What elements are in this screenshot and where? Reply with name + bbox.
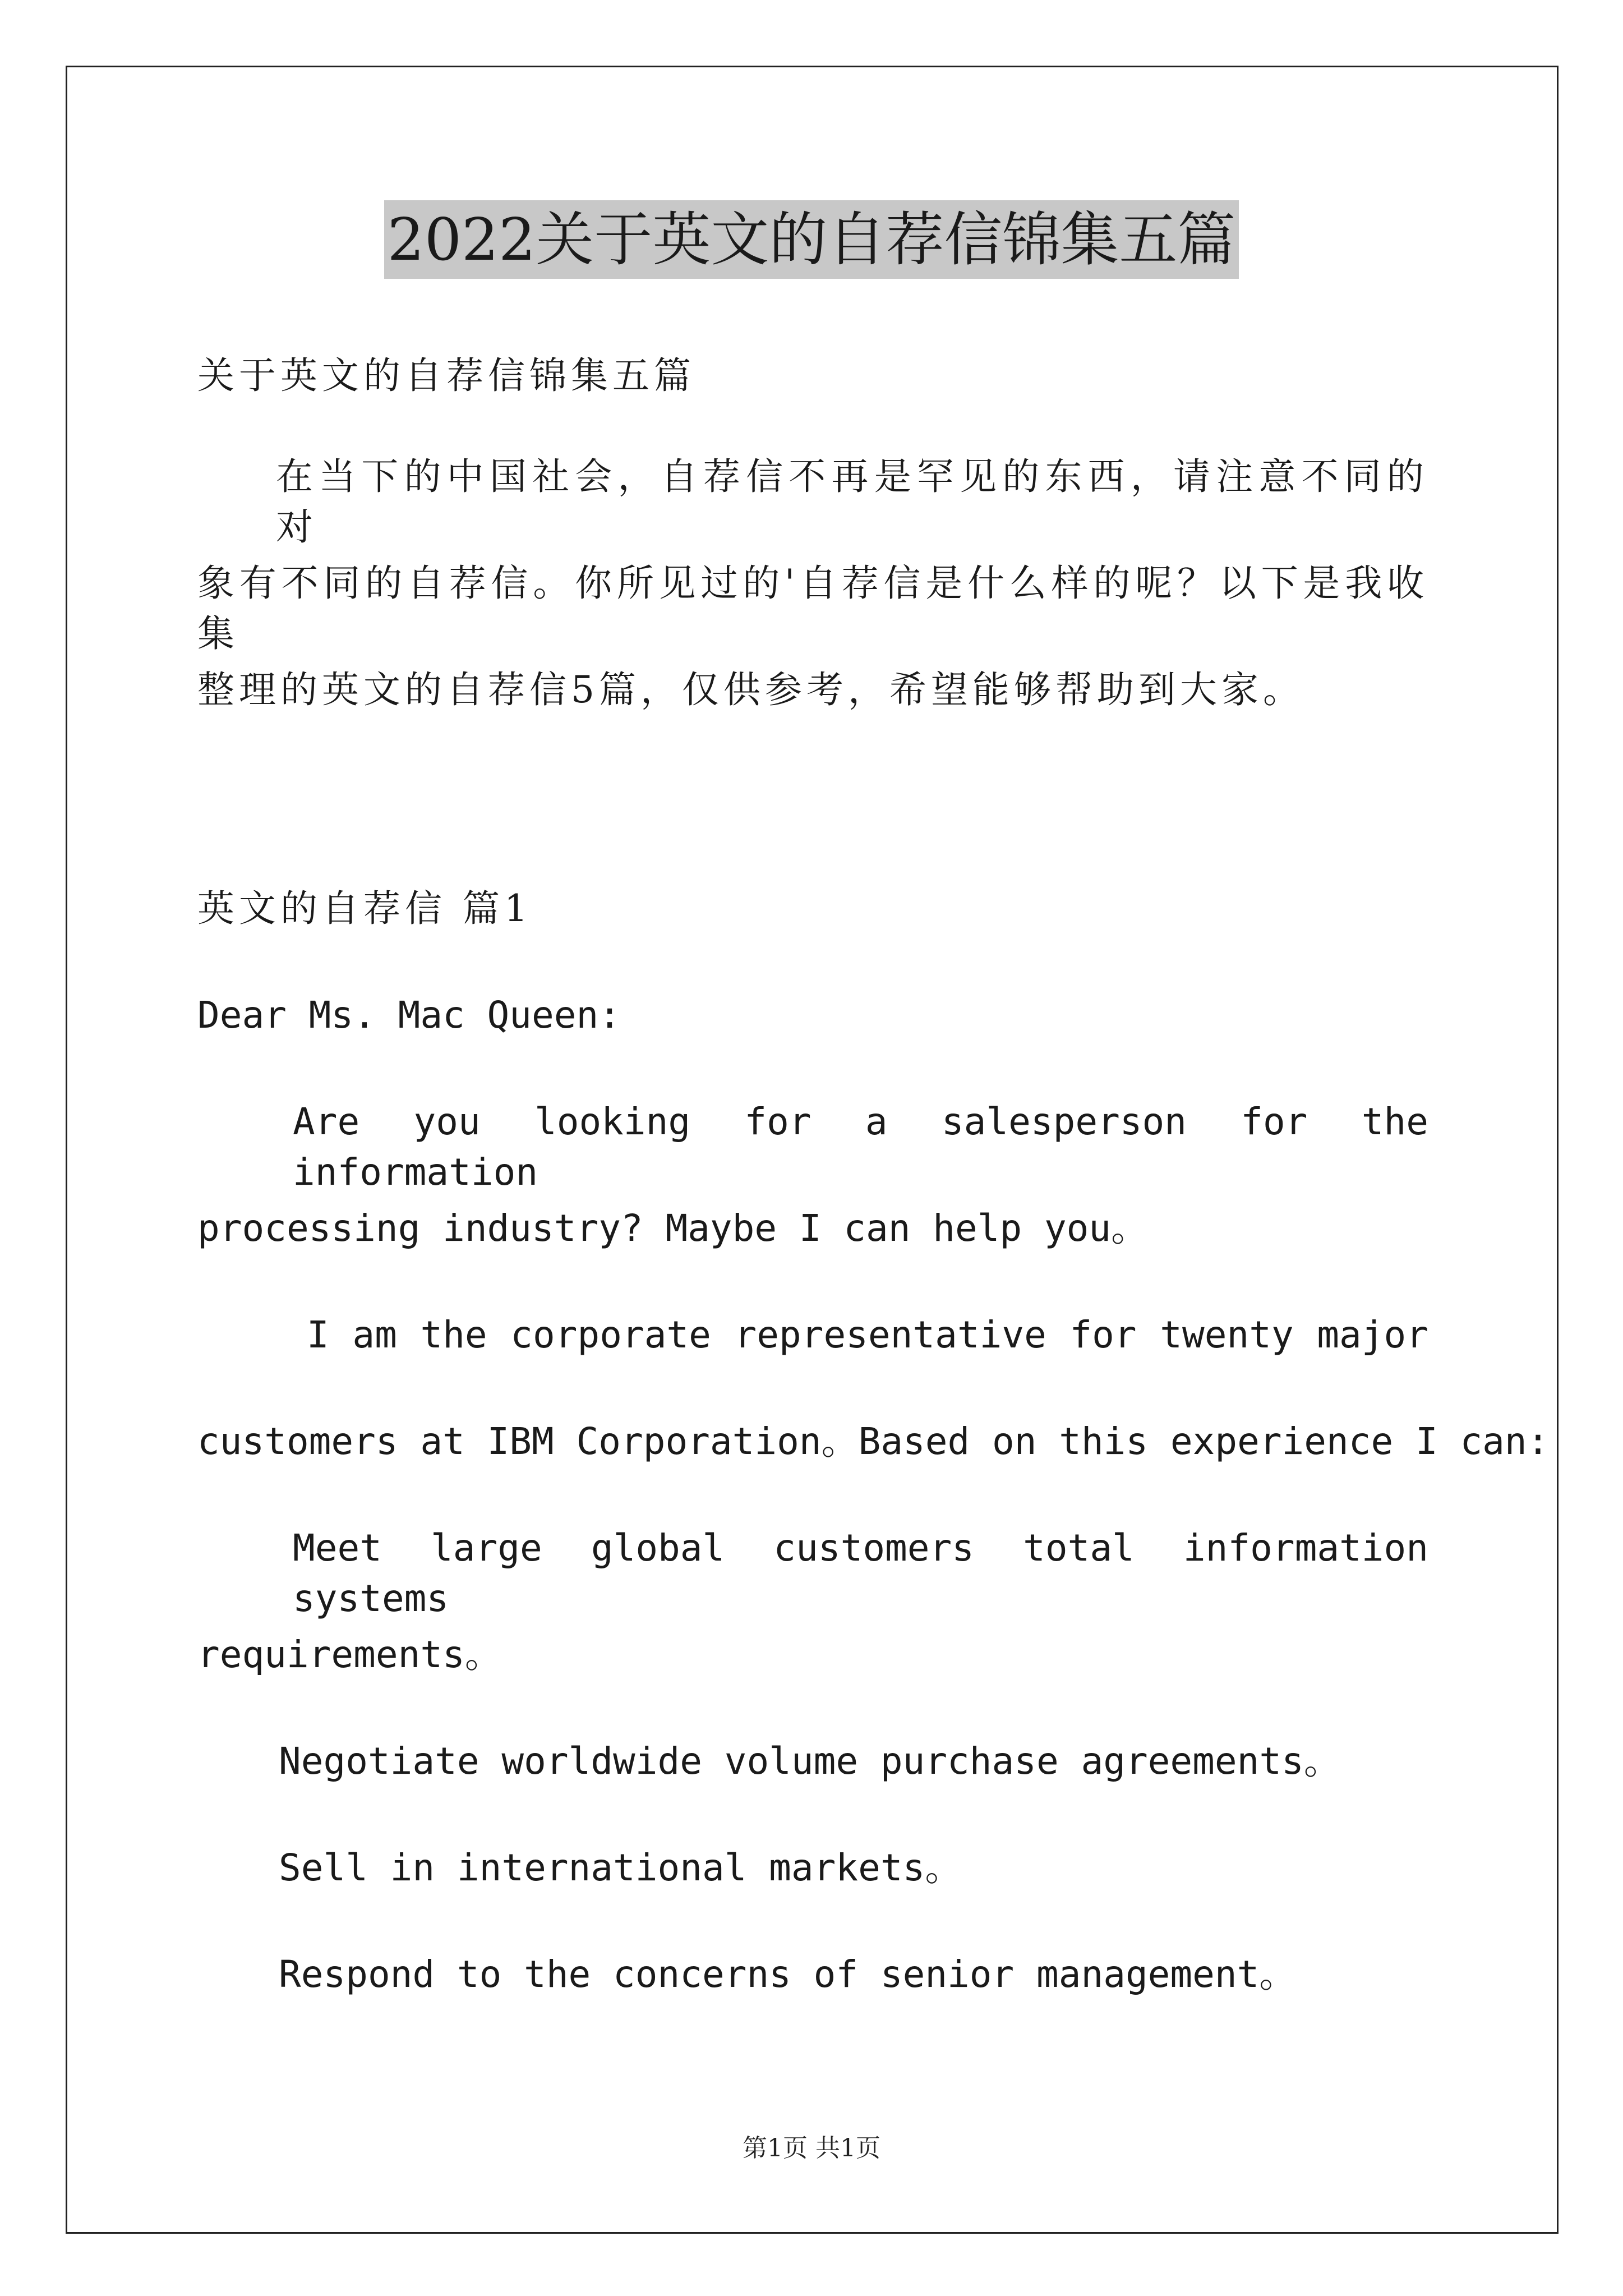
- document-subtitle: 关于英文的自荐信锦集五篇: [197, 354, 695, 397]
- title-container: [0, 200, 1623, 279]
- document-title: 2022关于英文的自荐信锦集五篇: [384, 200, 1239, 279]
- salutation: Dear Ms. Mac Queen:: [197, 993, 621, 1037]
- page-footer: 第1页 共1页: [743, 2134, 880, 2162]
- intro-line-3: 整理的英文的自荐信5篇，仅供参考，希望能够帮助到大家。: [197, 668, 1304, 711]
- body-line-6: requirements。: [197, 1633, 502, 1676]
- body-line-7: Negotiate worldwide volume purchase agreements。: [279, 1740, 1341, 1783]
- body-line-4: customers at IBM Corporation。Based on this experience I can:: [197, 1420, 1550, 1463]
- body-line-1: Are you looking for a salesperson for the information: [293, 1100, 1428, 1194]
- body-line-2: processing industry? Maybe I can help you。: [197, 1207, 1149, 1250]
- intro-line-2: 象有不同的自荐信。你所见过的'自荐信是什么样的呢？以下是我收集: [197, 562, 1428, 655]
- body-line-3: I am the corporate representative for twenty major: [307, 1313, 1428, 1356]
- body-line-5: Meet large global customers total information systems: [293, 1526, 1428, 1620]
- intro-line-1: 在当下的中国社会，自荐信不再是罕见的东西，请注意不同的对: [276, 455, 1428, 549]
- section-heading: 英文的自荐信 篇1: [197, 887, 532, 930]
- body-line-9: Respond to the concerns of senior management。: [279, 1953, 1297, 1996]
- body-line-8: Sell in international markets。: [279, 1846, 962, 1889]
